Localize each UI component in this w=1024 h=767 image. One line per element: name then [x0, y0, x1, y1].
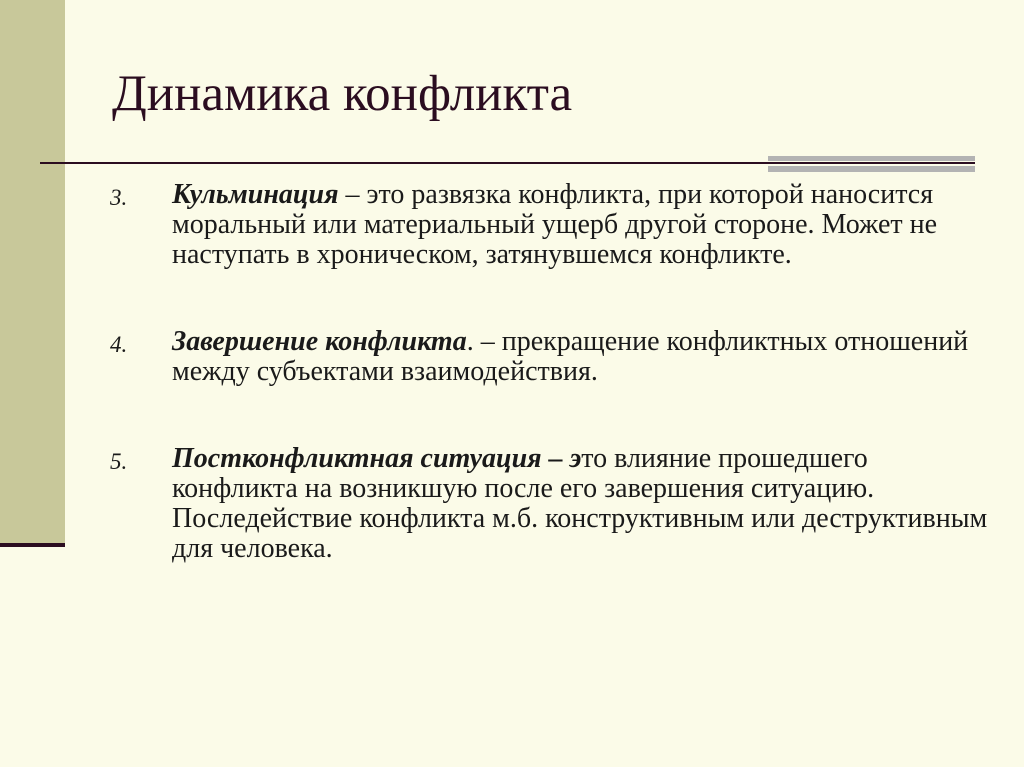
list-item-culmination: [110, 180, 990, 270]
left-decorative-band: [0, 0, 65, 545]
list-item-post-conflict: [110, 444, 990, 564]
item-text: – это развязка конфликта, при которой наносится моральный или материальный ущерб другой стороне. Может не наступать в хроническом, затянувшемся конфликте.: [172, 179, 938, 270]
item-term: Постконфликтная ситуация – э: [172, 443, 582, 474]
title-rule: [40, 162, 975, 164]
item-term: Завершение конфликта: [172, 326, 467, 357]
title-accent-bar-bottom: [768, 166, 975, 172]
title-accent-bar-top: [768, 156, 975, 161]
item-text: то влияние прошедшего конфликта на возникшую после его завершения ситуацию. Последействие конфликта м.б. конструктивным или деструктивным для человека.: [172, 443, 988, 564]
item-number: 3.: [110, 185, 128, 210]
item-list: [110, 180, 990, 564]
list-item-completion: [110, 327, 990, 387]
item-term: Кульминация: [172, 179, 339, 210]
item-text: . – прекращение конфликтных отношений между субъектами взаимодействия.: [172, 326, 969, 387]
slide-title: Динамика конфликта: [112, 66, 573, 122]
item-number: 5.: [110, 449, 128, 474]
left-band-underline: [0, 543, 65, 547]
item-number: 4.: [110, 332, 128, 357]
